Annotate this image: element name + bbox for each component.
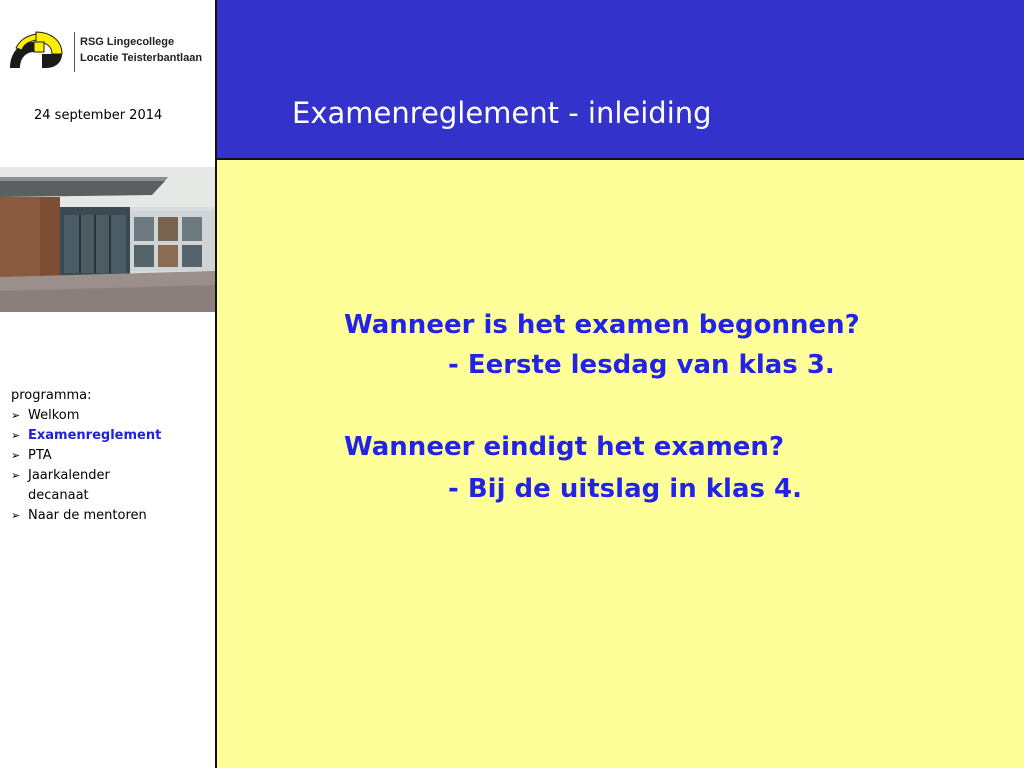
logo-line-2: Locatie Teisterbantlaan xyxy=(80,52,203,64)
slide-content xyxy=(215,160,1024,768)
arrow-bullet-icon: ➢ xyxy=(11,449,21,462)
programme-item-label: PTA xyxy=(28,448,52,463)
programme-item-mentoren[interactable] xyxy=(11,506,198,526)
title-bar xyxy=(215,0,1024,160)
programme-item-welkom[interactable] xyxy=(11,406,198,426)
arrow-bullet-icon: ➢ xyxy=(11,469,21,482)
slide-title: Examenreglement - inleiding xyxy=(292,96,712,130)
school-logo xyxy=(6,28,216,76)
presentation-date: 24 september 2014 xyxy=(34,108,163,123)
answer-end: - Bij de uitslag in klas 4. xyxy=(448,474,802,504)
programme-item-label: Jaarkalender decanaat xyxy=(28,468,110,503)
arrow-bullet-icon: ➢ xyxy=(11,509,21,522)
logo-divider xyxy=(74,32,75,72)
arrow-bullet-icon: ➢ xyxy=(11,409,21,422)
logo-line-1: RSG Lingecollege xyxy=(80,36,175,48)
logo-text xyxy=(80,34,202,66)
sidebar xyxy=(0,0,215,768)
programme-item-pta[interactable] xyxy=(11,446,198,466)
programme-item-label: Naar de mentoren xyxy=(28,508,147,523)
school-building-photo xyxy=(0,167,215,312)
logo-mark-icon xyxy=(6,28,66,72)
arrow-bullet-icon: ➢ xyxy=(11,429,21,442)
programme-item-label: Examenreglement xyxy=(28,428,162,443)
question-end: Wanneer eindigt het examen? xyxy=(344,432,785,462)
programme-list xyxy=(11,386,198,526)
programme-item-jaarkalender[interactable] xyxy=(11,466,198,506)
answer-start: - Eerste lesdag van klas 3. xyxy=(448,350,835,380)
programme-item-label: Welkom xyxy=(28,408,80,423)
programme-title: programma: xyxy=(11,388,92,403)
question-start: Wanneer is het examen begonnen? xyxy=(344,310,860,340)
programme-item-examenreglement[interactable] xyxy=(11,426,198,446)
